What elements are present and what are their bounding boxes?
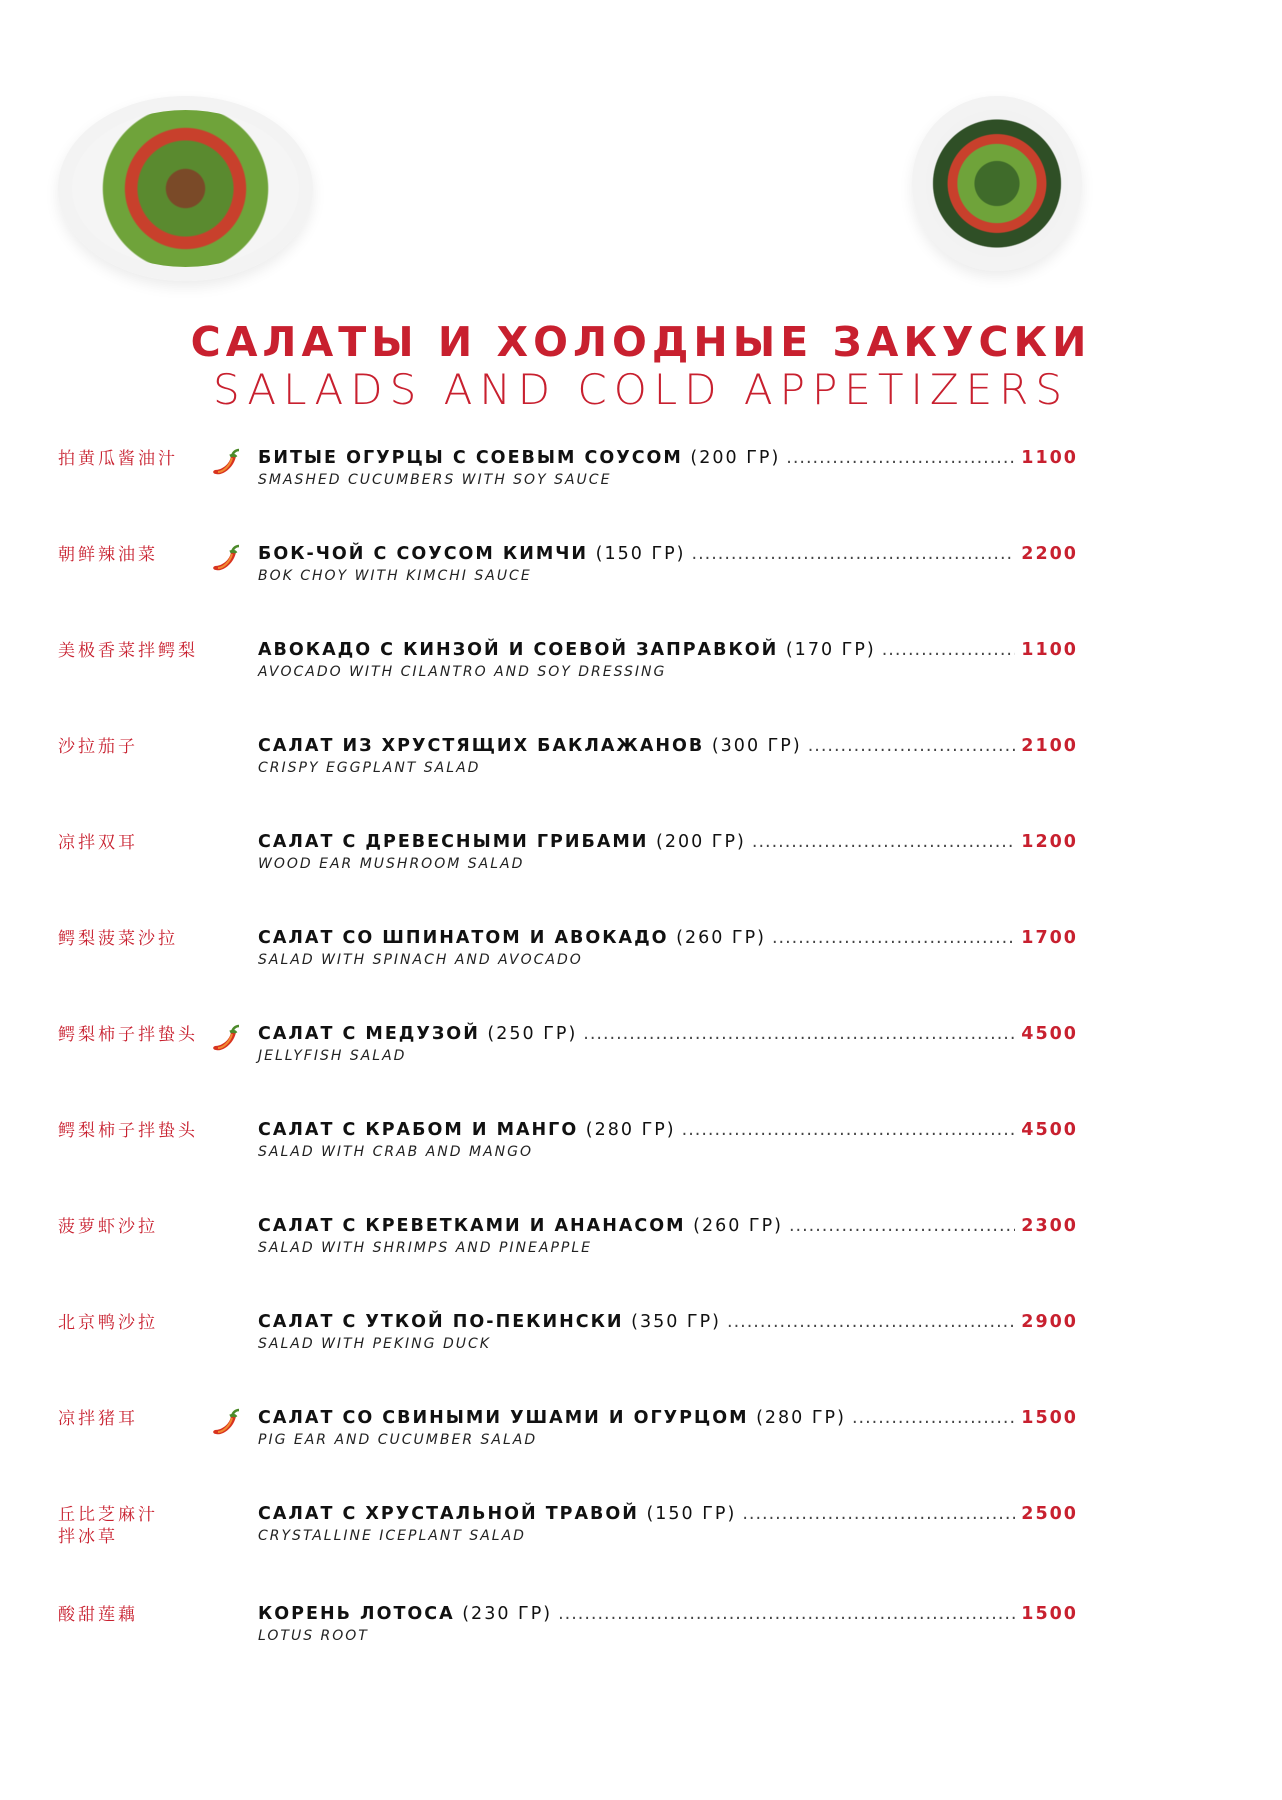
dot-leader xyxy=(882,640,1016,660)
dot-leader xyxy=(852,1408,1015,1428)
menu-item xyxy=(0,1120,1282,1216)
item-name-en: LOTUS ROOT xyxy=(258,1628,369,1644)
item-line xyxy=(258,928,1078,948)
item-name-en: PIG EAR AND CUCUMBER SALAD xyxy=(258,1432,538,1448)
chili-pepper-icon xyxy=(208,542,242,576)
item-weight: (200 ГР) xyxy=(690,448,781,468)
item-weight: (350 ГР) xyxy=(631,1312,721,1332)
chili-pepper-icon xyxy=(208,1022,242,1056)
dot-leader xyxy=(808,736,1016,756)
item-name-cn: 鳄梨柿子拌蛰头 xyxy=(58,1121,198,1141)
item-name-en: AVOCADO WITH CILANTRO AND SOY DRESSING xyxy=(258,664,667,680)
item-price: 1500 xyxy=(1021,1604,1078,1624)
item-name-ru: САЛАТ ИЗ ХРУСТЯЩИХ БАКЛАЖАНОВ (300 ГР) xyxy=(258,736,802,756)
item-price: 1700 xyxy=(1021,928,1078,948)
item-weight: (280 ГР) xyxy=(585,1120,676,1140)
item-line xyxy=(258,1024,1078,1044)
menu-item xyxy=(0,1216,1282,1312)
item-line xyxy=(258,1216,1078,1236)
item-name-ru: САЛАТ С КРАБОМ И МАНГО (280 ГР) xyxy=(258,1120,676,1140)
salad-photo-right xyxy=(912,96,1082,271)
item-name-ru: БИТЫЕ ОГУРЦЫ С СОЕВЫМ СОУСОМ (200 ГР) xyxy=(258,448,781,468)
menu-item xyxy=(0,1408,1282,1504)
item-name-ru: САЛАТ С МЕДУЗОЙ (250 ГР) xyxy=(258,1024,578,1044)
menu-section-header xyxy=(0,318,1282,414)
item-name-en: WOOD EAR MUSHROOM SALAD xyxy=(258,856,525,872)
section-title-ru: САЛАТЫ И ХОЛОДНЫЕ ЗАКУСКИ xyxy=(190,318,1092,366)
item-name-en: SMASHED CUCUMBERS WITH SOY SAUCE xyxy=(258,472,612,488)
item-name-cn: 拍黄瓜酱油汁 xyxy=(58,449,178,469)
item-weight: (280 ГР) xyxy=(756,1408,846,1428)
item-weight: (260 ГР) xyxy=(693,1216,783,1236)
item-line xyxy=(258,640,1078,660)
item-line xyxy=(258,1408,1078,1428)
dot-leader xyxy=(727,1312,1015,1332)
menu-item xyxy=(0,928,1282,1024)
item-name-cn: 菠萝虾沙拉 xyxy=(58,1217,158,1237)
item-name-en: CRYSTALLINE ICEPLANT SALAD xyxy=(258,1528,526,1544)
item-weight: (170 ГР) xyxy=(785,640,876,660)
item-line xyxy=(258,448,1078,468)
item-price: 4500 xyxy=(1021,1024,1078,1044)
item-line xyxy=(258,1504,1078,1524)
item-name-ru: САЛАТ С УТКОЙ ПО-ПЕКИНСКИ (350 ГР) xyxy=(258,1312,721,1332)
item-name-cn: 沙拉茄子 xyxy=(58,737,138,757)
menu-item xyxy=(0,736,1282,832)
dot-leader xyxy=(772,928,1015,948)
item-name-cn: 凉拌猪耳 xyxy=(58,1409,138,1429)
item-price: 1100 xyxy=(1021,448,1078,468)
item-name-en: SALAD WITH SPINACH AND AVOCADO xyxy=(258,952,583,968)
salad-photo-left xyxy=(58,96,313,281)
item-name-cn: 凉拌双耳 xyxy=(58,833,138,853)
menu-item xyxy=(0,1504,1282,1604)
item-price: 2500 xyxy=(1021,1504,1078,1524)
item-name-ru: АВОКАДО С КИНЗОЙ И СОЕВОЙ ЗАПРАВКОЙ (170 ГР) xyxy=(258,640,876,660)
dot-leader xyxy=(786,448,1015,468)
item-weight: (200 ГР) xyxy=(656,832,746,852)
item-name-cn: 鳄梨菠菜沙拉 xyxy=(58,929,178,949)
dot-leader xyxy=(742,1504,1015,1524)
item-line xyxy=(258,1120,1078,1140)
item-name-ru: САЛАТ С ДРЕВЕСНЫМИ ГРИБАМИ (200 ГР) xyxy=(258,832,746,852)
item-price: 2200 xyxy=(1021,544,1078,564)
item-name-ru: САЛАТ СО СВИНЫМИ УШАМИ И ОГУРЦОМ (280 ГР) xyxy=(258,1408,846,1428)
item-name-cn: 丘比芝麻汁 拌冰草 xyxy=(58,1505,158,1547)
item-weight: (150 ГР) xyxy=(595,544,686,564)
item-name-en: SALAD WITH CRAB AND MANGO xyxy=(258,1144,533,1160)
item-line xyxy=(258,832,1078,852)
item-name-en: SALAD WITH PEKING DUCK xyxy=(258,1336,491,1352)
menu-item xyxy=(0,1024,1282,1120)
item-name-ru: БОК-ЧОЙ С СОУСОМ КИМЧИ (150 ГР) xyxy=(258,544,686,564)
dot-leader xyxy=(752,832,1015,852)
section-title-en: SALADS AND COLD APPETIZERS xyxy=(212,365,1070,414)
item-price: 2100 xyxy=(1021,736,1078,756)
item-line xyxy=(258,1604,1078,1624)
item-price: 1500 xyxy=(1021,1408,1078,1428)
dot-leader xyxy=(682,1120,1016,1140)
item-line xyxy=(258,736,1078,756)
item-name-en: BOK CHOY WITH KIMCHI SAUCE xyxy=(258,568,532,584)
menu-item xyxy=(0,448,1282,544)
menu-item xyxy=(0,832,1282,928)
item-weight: (230 ГР) xyxy=(462,1604,553,1624)
item-name-cn: 北京鸭沙拉 xyxy=(58,1313,158,1333)
chili-pepper-icon xyxy=(208,1406,242,1440)
dot-leader xyxy=(558,1604,1015,1624)
dot-leader xyxy=(789,1216,1015,1236)
item-price: 2900 xyxy=(1021,1312,1078,1332)
item-name-ru: САЛАТ СО ШПИНАТОМ И АВОКАДО (260 ГР) xyxy=(258,928,766,948)
item-name-ru: САЛАТ С КРЕВЕТКАМИ И АНАНАСОМ (260 ГР) xyxy=(258,1216,783,1236)
chili-pepper-icon xyxy=(208,446,242,480)
item-price: 4500 xyxy=(1021,1120,1078,1140)
item-weight: (250 ГР) xyxy=(487,1024,578,1044)
item-name-ru: КОРЕНЬ ЛОТОСА (230 ГР) xyxy=(258,1604,553,1624)
menu-item xyxy=(0,640,1282,736)
dot-leader xyxy=(583,1024,1015,1044)
item-weight: (300 ГР) xyxy=(711,736,802,756)
item-name-en: CRISPY EGGPLANT SALAD xyxy=(258,760,481,776)
dot-leader xyxy=(692,544,1016,564)
item-name-en: SALAD WITH SHRIMPS AND PINEAPPLE xyxy=(258,1240,592,1256)
item-price: 2300 xyxy=(1021,1216,1078,1236)
item-name-cn: 鳄梨柿子拌蛰头 xyxy=(58,1025,198,1045)
item-name-ru: САЛАТ С ХРУСТАЛЬНОЙ ТРАВОЙ (150 ГР) xyxy=(258,1504,737,1524)
item-name-en: JELLYFISH SALAD xyxy=(258,1048,407,1064)
item-name-cn: 酸甜莲藕 xyxy=(58,1605,138,1625)
menu-item xyxy=(0,1312,1282,1408)
menu-list xyxy=(0,448,1282,1700)
menu-item xyxy=(0,1604,1282,1700)
item-line xyxy=(258,1312,1078,1332)
item-weight: (260 ГР) xyxy=(676,928,766,948)
item-name-cn: 美极香菜拌鳄梨 xyxy=(58,641,198,661)
item-price: 1200 xyxy=(1021,832,1078,852)
item-weight: (150 ГР) xyxy=(646,1504,737,1524)
menu-item xyxy=(0,544,1282,640)
item-name-cn: 朝鲜辣油菜 xyxy=(58,545,158,565)
item-line xyxy=(258,544,1078,564)
item-price: 1100 xyxy=(1021,640,1078,660)
